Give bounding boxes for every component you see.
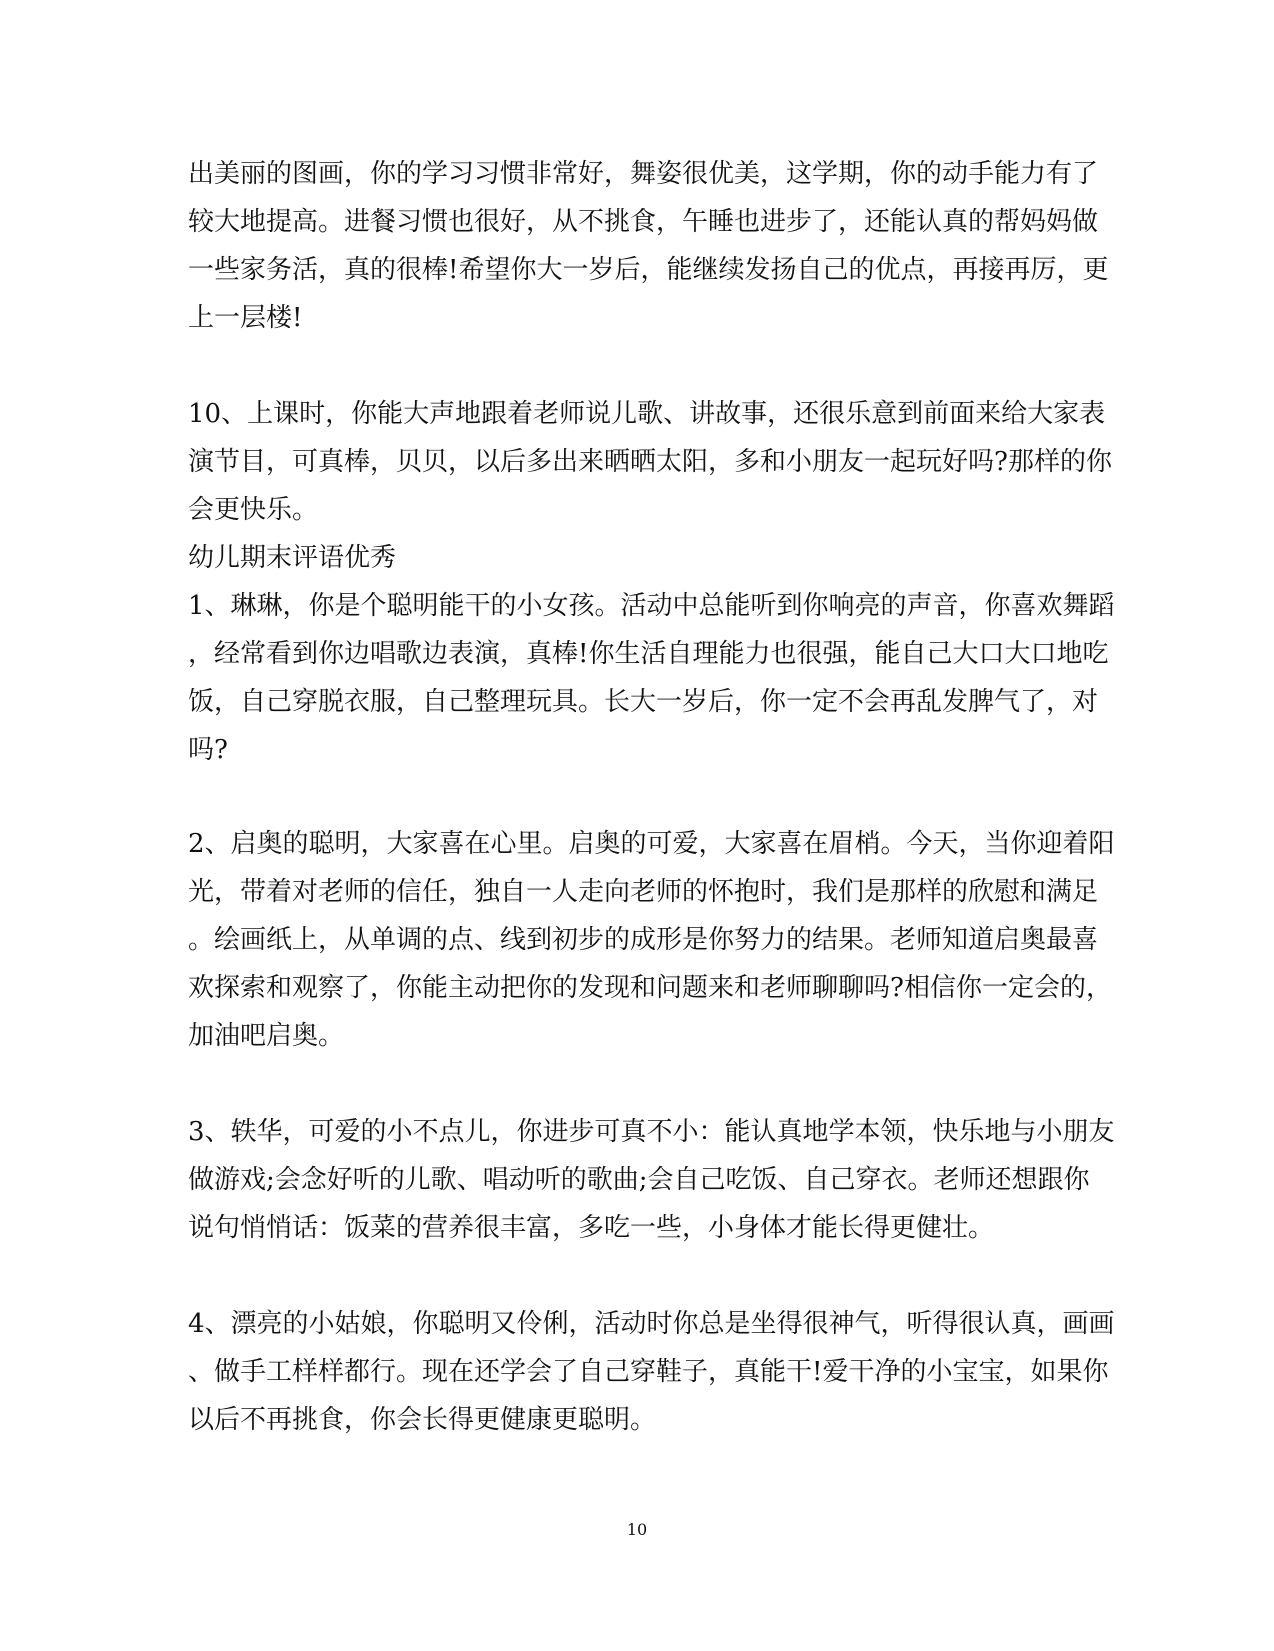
text-line: 吗? xyxy=(188,735,228,765)
text-line: 欢探索和观察了，你能主动把你的发现和问题来和老师聊聊吗?相信你一定会的， xyxy=(188,973,1112,1003)
text-line: 做游戏;会念好听的儿歌、唱动听的歌曲;会自己吃饭、自己穿衣。老师还想跟你 xyxy=(188,1165,1090,1195)
text-line: 上一层楼! xyxy=(188,303,303,333)
text-line: 一些家务活，真的很棒!希望你大一岁后，能继续发扬自己的优点，再接再厉，更 xyxy=(188,255,1109,285)
text-line: 光，带着对老师的信任，独自一人走向老师的怀抱时，我们是那样的欣慰和满足 xyxy=(188,877,1099,907)
section-heading: 幼儿期末评语优秀 xyxy=(188,543,397,573)
text-line: 3、轶华，可爱的小不点儿，你进步可真不小：能认真地学本领，快乐地与小朋友 xyxy=(188,1117,1115,1147)
text-line: 会更快乐。 xyxy=(188,495,319,525)
text-line: 4、漂亮的小姑娘，你聪明又伶俐，活动时你总是坐得很神气，听得很认真，画画 xyxy=(188,1309,1115,1339)
text-line: 1、琳琳，你是个聪明能干的小女孩。活动中总能听到你响亮的声音，你喜欢舞蹈 xyxy=(188,591,1115,621)
text-line: 出美丽的图画，你的学习习惯非常好，舞姿很优美，这学期，你的动手能力有了 xyxy=(188,159,1099,189)
text-line: 2、启奥的聪明，大家喜在心里。启奥的可爱，大家喜在眉梢。今天，当你迎着阳 xyxy=(188,829,1115,859)
text-line: 说句悄悄话：饭菜的营养很丰富，多吃一些，小身体才能长得更健壮。 xyxy=(188,1213,995,1243)
text-line: 10、上课时，你能大声地跟着老师说儿歌、讲故事，还很乐意到前面来给大家表 xyxy=(188,399,1106,429)
text-line: 饭，自己穿脱衣服，自己整理玩具。长大一岁后，你一定不会再乱发脾气了，对 xyxy=(188,687,1099,717)
text-line: 以后不再挑食，你会长得更健康更聪明。 xyxy=(188,1405,657,1435)
text-line: 演节目，可真棒，贝贝，以后多出来晒晒太阳，多和小朋友一起玩好吗?那样的你 xyxy=(188,447,1112,477)
text-line: 。绘画纸上，从单调的点、线到初步的成形是你努力的结果。老师知道启奥最喜 xyxy=(188,925,1099,955)
page-number: 10 xyxy=(626,1520,648,1539)
text-line: 、做手工样样都行。现在还学会了自己穿鞋子，真能干!爱干净的小宝宝，如果你 xyxy=(188,1357,1109,1387)
text-line: 加油吧启奥。 xyxy=(188,1021,345,1051)
text-line: ，经常看到你边唱歌边表演，真棒!你生活自理能力也很强，能自己大口大口地吃 xyxy=(188,639,1109,669)
text-line: 较大地提高。进餐习惯也很好，从不挑食，午睡也进步了，还能认真的帮妈妈做 xyxy=(188,207,1099,237)
